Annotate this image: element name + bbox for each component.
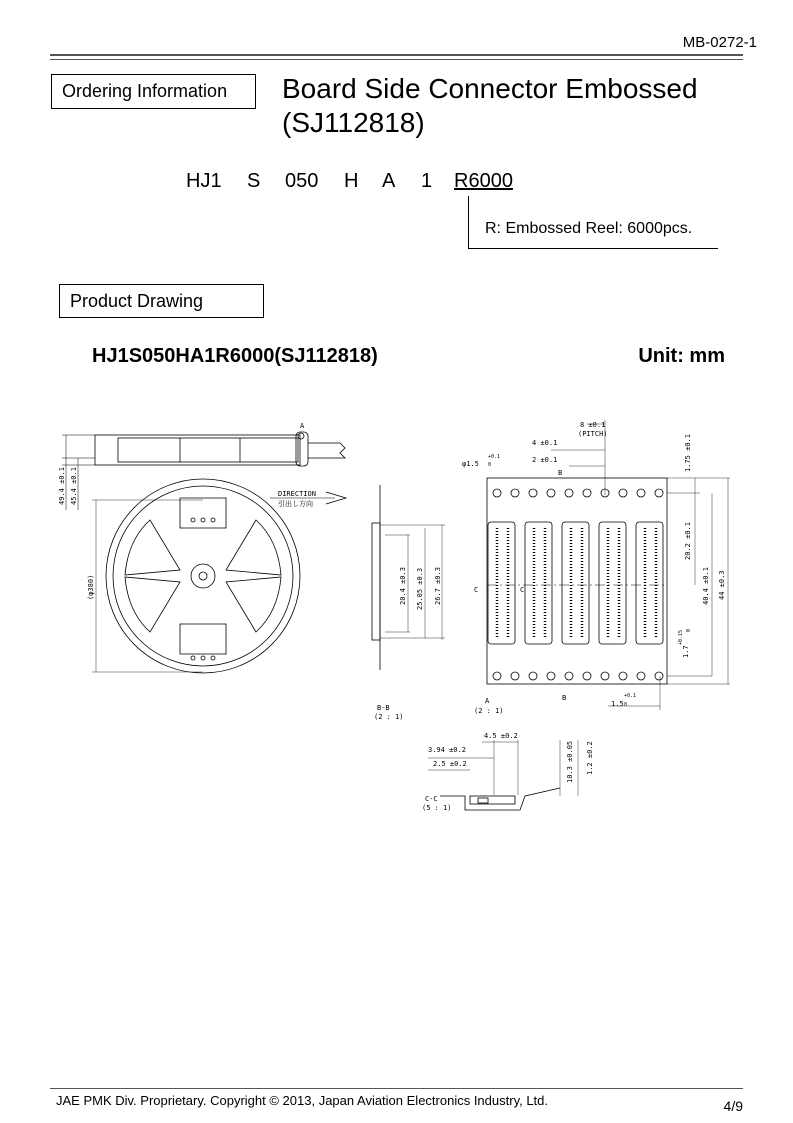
code-part: 1 [421, 170, 433, 192]
dim-hole: φ1.5 [462, 460, 479, 468]
section-mark-c-left: C [474, 586, 479, 594]
dim-reel-height: 49.4 ±0.1 [58, 467, 66, 505]
dim-hole-tol-upper: +0.1 [488, 454, 501, 460]
section-bb-label: B-B [377, 704, 390, 712]
section-cc-label: C-C [425, 795, 438, 803]
reel-note-text: R: Embossed Reel: 6000pcs. [485, 220, 693, 237]
dim-cc-2-5: 2.5 ±0.2 [433, 760, 467, 768]
product-drawing-label: Product Drawing [59, 284, 264, 318]
dim-bb-2: 25.05 ±0.3 [416, 567, 424, 610]
ordering-information-label: Ordering Information [51, 74, 256, 109]
unit-label: Unit: mm [638, 345, 725, 367]
dim-1-75: 1.75 ±0.1 [684, 434, 692, 472]
header-rule-secondary [50, 59, 743, 60]
dim-44: 44 ±0.3 [718, 570, 726, 600]
reel-note [468, 196, 718, 249]
title-line-1: Board Side Connector Embossed [282, 73, 698, 104]
technical-drawing [0, 400, 793, 830]
tape-detail-view [487, 420, 730, 710]
dim-reel-inner: 45.4 ±0.1 [70, 467, 78, 505]
page-title [282, 72, 752, 140]
code-part: 050 [285, 170, 319, 192]
section-cc-scale: (5 : 1) [422, 804, 452, 812]
page-number: 4/9 [723, 1098, 743, 1114]
dim-1-5: 1.5 [611, 700, 624, 708]
dim-4: 4 ±0.1 [532, 439, 558, 447]
code-part: HJ1 [186, 170, 222, 192]
dim-reel-diameter: (φ380) [87, 574, 95, 600]
dim-1-7-tol-upper: +0.15 [678, 629, 684, 645]
dim-40-4: 40.4 ±0.1 [702, 567, 710, 605]
dim-hole-tol-lower: 0 [488, 462, 492, 468]
reel-front-view [92, 479, 346, 673]
dim-cc-10-3: 10.3 ±0.05 [566, 740, 574, 783]
dim-cc-3-94: 3.94 ±0.2 [428, 746, 466, 754]
callout-a: A [300, 422, 305, 430]
dim-cc-4-5: 4.5 ±0.2 [484, 732, 518, 740]
direction-label-jp: 引出し方向 [278, 500, 313, 508]
code-part-reel: R6000 [454, 170, 513, 192]
dim-20-2: 20.2 ±0.1 [684, 522, 692, 560]
dim-1-7: 1.7 [682, 645, 690, 658]
footer-copyright: JAE PMK Div. Proprietary. Copyright © 2013, Japan Aviation Electronics Industry, Ltd. [56, 1093, 549, 1108]
part-number-title: HJ1S050HA1R6000(SJ112818) [92, 345, 378, 367]
title-line-2: (SJ112818) [282, 107, 425, 138]
footer-rule [50, 1088, 743, 1089]
dim-1-7-tol-lower: 0 [686, 628, 692, 632]
dim-pitch: 8 ±0.1 [580, 421, 606, 429]
detail-a-label: A [485, 697, 490, 705]
dim-cc-1-2: 1.2 ±0.2 [586, 741, 594, 775]
code-part: H [344, 170, 359, 192]
section-mark-b-bottom: B [562, 694, 567, 702]
dim-pitch-note: (PITCH) [578, 430, 608, 438]
section-mark-b-top: B [558, 469, 563, 477]
detail-a-scale: (2 : 1) [474, 707, 504, 715]
dim-bb-1: 20.4 ±0.3 [399, 567, 407, 605]
dim-bb-3: 26.7 ±0.3 [434, 567, 442, 605]
code-part: A [382, 170, 396, 192]
direction-label: DIRECTION [278, 490, 316, 498]
dim-2: 2 ±0.1 [532, 456, 558, 464]
dim-1-5-tol-lower: 0 [624, 702, 628, 708]
section-mark-c-right: C [520, 586, 525, 594]
code-part: S [247, 170, 261, 192]
dim-1-5-tol-upper: +0.1 [624, 693, 637, 699]
header-rule [50, 54, 743, 56]
document-number: MB-0272-1 [682, 34, 757, 51]
section-bb-scale: (2 : 1) [374, 713, 404, 721]
